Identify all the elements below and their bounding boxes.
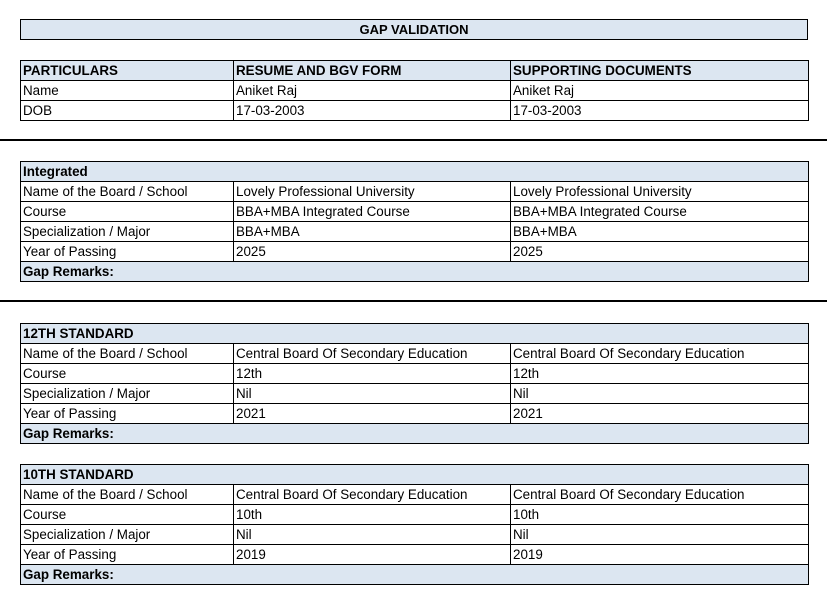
header-particulars: PARTICULARS xyxy=(21,61,234,81)
tenth-section-table xyxy=(20,464,809,585)
document-value: BBA+MBA Integrated Course xyxy=(511,202,809,222)
table-row xyxy=(21,202,809,222)
section-heading: 10TH STANDARD xyxy=(21,465,809,485)
header-resume-bgv: RESUME AND BGV FORM xyxy=(234,61,511,81)
document-value: Nil xyxy=(511,384,809,404)
gap-remarks-row xyxy=(21,565,809,585)
row-label: Year of Passing xyxy=(21,545,234,565)
document-value: BBA+MBA xyxy=(511,222,809,242)
section-heading: Integrated xyxy=(21,162,809,182)
table-row xyxy=(21,222,809,242)
resume-value: Central Board Of Secondary Education xyxy=(234,485,511,505)
row-label: Year of Passing xyxy=(21,242,234,262)
document-value: 12th xyxy=(511,364,809,384)
row-label: Name of the Board / School xyxy=(21,344,234,364)
resume-value: 2025 xyxy=(234,242,511,262)
row-label: Name xyxy=(21,81,234,101)
section-heading-row xyxy=(21,324,809,344)
row-label: Course xyxy=(21,202,234,222)
table-row xyxy=(21,545,809,565)
document-value: 2021 xyxy=(511,404,809,424)
table-row xyxy=(21,364,809,384)
resume-value: BBA+MBA Integrated Course xyxy=(234,202,511,222)
section-heading-row xyxy=(21,162,809,182)
resume-value: 12th xyxy=(234,364,511,384)
gap-remarks-label: Gap Remarks: xyxy=(21,262,809,282)
row-label: Course xyxy=(21,364,234,384)
table-row xyxy=(21,81,809,101)
gap-remarks-label: Gap Remarks: xyxy=(21,565,809,585)
table-row xyxy=(21,182,809,202)
document-value: Lovely Professional University xyxy=(511,182,809,202)
resume-value: 2021 xyxy=(234,404,511,424)
gap-remarks-row xyxy=(21,424,809,444)
resume-value: 10th xyxy=(234,505,511,525)
resume-value: Nil xyxy=(234,384,511,404)
row-label: Course xyxy=(21,505,234,525)
row-label: Specialization / Major xyxy=(21,222,234,242)
table-row xyxy=(21,344,809,364)
row-label: DOB xyxy=(21,101,234,121)
header-row xyxy=(21,61,809,81)
resume-value: BBA+MBA xyxy=(234,222,511,242)
document-value: 17-03-2003 xyxy=(511,101,809,121)
document-value: Aniket Raj xyxy=(511,81,809,101)
table-row xyxy=(21,404,809,424)
table-row xyxy=(21,101,809,121)
table-row xyxy=(21,505,809,525)
document-value: Nil xyxy=(511,525,809,545)
document-value: 2019 xyxy=(511,545,809,565)
row-label: Specialization / Major xyxy=(21,525,234,545)
section-heading-row xyxy=(21,465,809,485)
resume-value: Lovely Professional University xyxy=(234,182,511,202)
table-row xyxy=(21,525,809,545)
resume-value: Nil xyxy=(234,525,511,545)
gap-remarks-label: Gap Remarks: xyxy=(21,424,809,444)
row-label: Specialization / Major xyxy=(21,384,234,404)
table-row xyxy=(21,485,809,505)
twelfth-section-table xyxy=(20,323,809,444)
personal-details-table xyxy=(20,60,809,121)
resume-value: 17-03-2003 xyxy=(234,101,511,121)
section-heading: 12TH STANDARD xyxy=(21,324,809,344)
header-supporting-docs: SUPPORTING DOCUMENTS xyxy=(511,61,809,81)
table-row xyxy=(21,384,809,404)
table-row xyxy=(21,242,809,262)
resume-value: Central Board Of Secondary Education xyxy=(234,344,511,364)
row-label: Name of the Board / School xyxy=(21,182,234,202)
resume-value: 2019 xyxy=(234,545,511,565)
resume-value: Aniket Raj xyxy=(234,81,511,101)
document-value: 2025 xyxy=(511,242,809,262)
integrated-section-table xyxy=(20,161,809,282)
document-value: Central Board Of Secondary Education xyxy=(511,485,809,505)
gap-remarks-row xyxy=(21,262,809,282)
section-divider xyxy=(0,139,827,141)
page-title: GAP VALIDATION xyxy=(20,19,808,40)
document-value: Central Board Of Secondary Education xyxy=(511,344,809,364)
row-label: Year of Passing xyxy=(21,404,234,424)
section-divider xyxy=(0,300,827,302)
document-value: 10th xyxy=(511,505,809,525)
row-label: Name of the Board / School xyxy=(21,485,234,505)
